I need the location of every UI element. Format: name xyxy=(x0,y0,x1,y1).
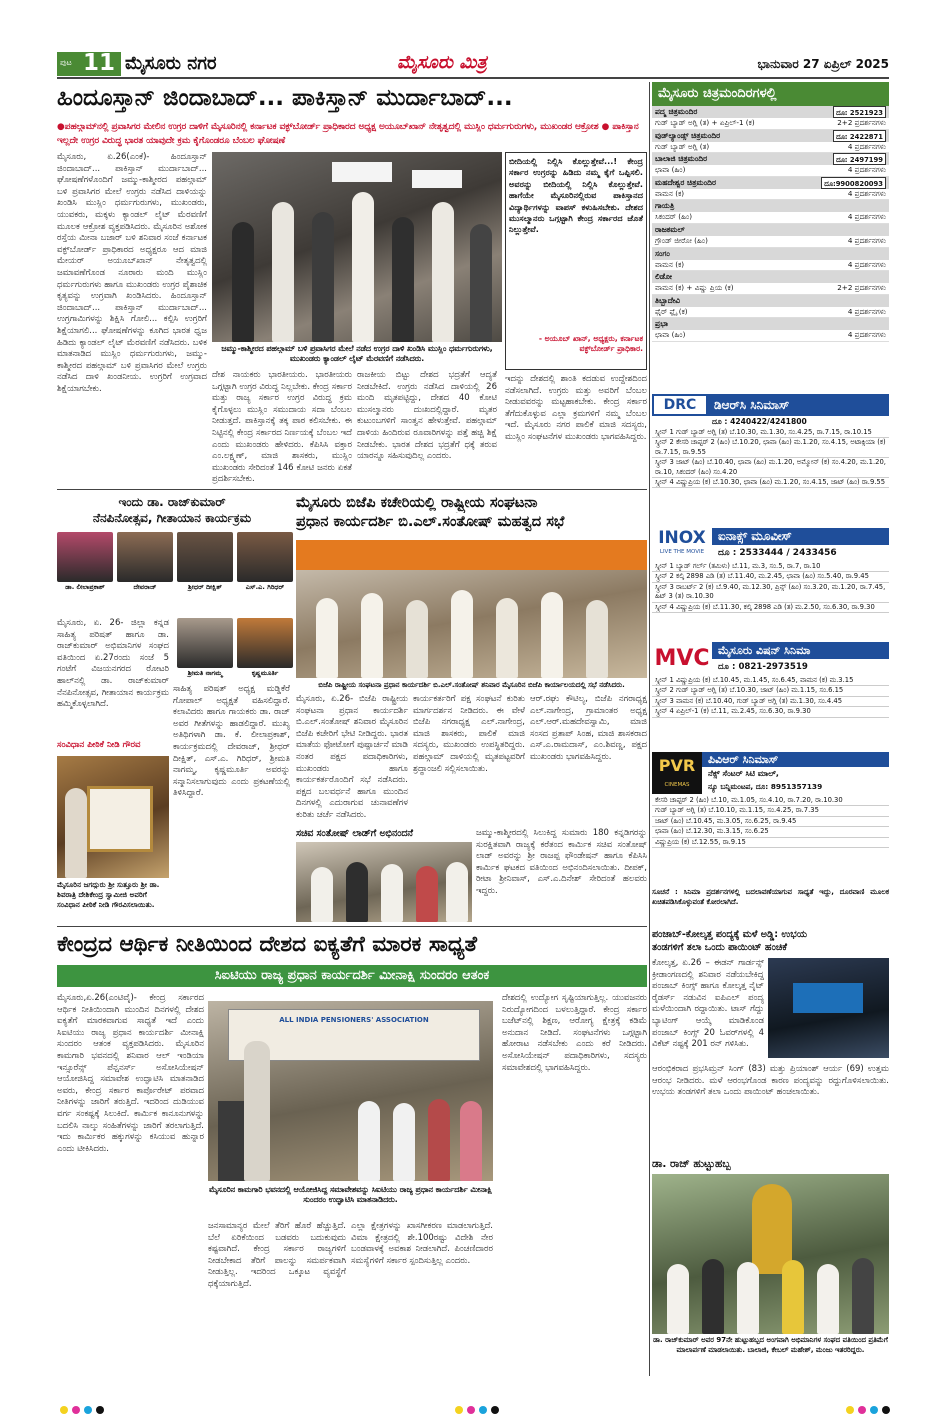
economy-body-col3: ಎಲ್ಲಾ ಕ್ಷೇತ್ರಗಳನ್ನು ಖಾಸಗೀಕರಣ ಮಾಡಲಾಗುತ್ತಿದೆ. ವಿಮಾ ಕ್ಷೇತ್ರದಲ್ಲಿ ಶೇ.100ರಷ್ಟು ವಿದೇಶಿ ನೇರ ಬಂಡವಾಳಕ್ಕೆ ಅವಕಾಶ ನೀಡಲಾಗಿದೆ. ಪಿಂಚಣಿದಾರರ ಸಮಸ್ಯೆಗಳಿಗೆ ಸರ್ಕಾರ ಸ್ಪಂದಿಸುತ್ತಿಲ್ಲ ಎಂದರು. xyxy=(351,1221,493,1266)
inox-showtimes xyxy=(652,562,889,613)
sports-photo xyxy=(768,958,889,1058)
portrait-photo xyxy=(177,532,233,582)
lead-subhead: ●ಪಹಲ್ಗಾಮ್‌ನಲ್ಲಿ ಪ್ರವಾಸಿಗರ ಮೇಲಿನ ಉಗ್ರರ ದಾಳಿಗೆ ಮೈಸೂರಿನಲ್ಲಿ ಕರ್ನಾಟಕ ವಕ್ಫ್‌ಬೋರ್ಡ್ ಪ್ರಾಧಿಕಾರದ ಅಧ್ಯಕ್ಷ ಅಯೂಬ್‌ಖಾನ್ ನೇತೃತ್ವದಲ್ಲಿ ಮುಸ್ಲಿಂ ಧರ್ಮಗುರುಗಳು, ಮುಖಂಡರ ಆಕ್ರೋಶ ● ಪಾಕಿಸ್ತಾನ ಇಲ್ಲದೇ ಉಗ್ರರ ವಿರುದ್ಧ ಭಾರತ ಯಾವುದೇ ಕ್ರಮ ಕೈಗೊಂಡರೂ ಬೆಂಬಲ ಘೋಷಣೆ xyxy=(57,122,639,146)
framed-certificate xyxy=(87,786,153,852)
drc-block xyxy=(652,394,889,528)
section-title: ಮೈಸೂರು ನಗರ xyxy=(125,53,217,74)
showtime-row xyxy=(652,189,889,201)
screen-showtime-row: ಸ್ಕ್ರೀನ್ 2 ಕಲ್ಕಿ 2898 ಎಡಿ (ತ) ಬೆ.11.40, ಮ.2.45, ಛಾವಾ (ಹಿಂ) ಸಂ.5.40, ರಾ.9.45 xyxy=(652,572,889,582)
theatre-phone: ದೂ: 2422871 xyxy=(833,130,886,142)
protester-figure xyxy=(272,202,294,342)
seated-figure xyxy=(460,1101,482,1181)
seated-figure xyxy=(451,590,473,678)
group-figure xyxy=(446,862,468,922)
raj-bday-caption: ಡಾ. ರಾಜ್‌ಕುಮಾರ್ ಅವರ 97ನೇ ಹುಟ್ಟುಹಬ್ಬದ ಅಂಗವಾಗಿ ಅಭಿಮಾನಿಗಳ ಸಂಘದ ವತಿಯಿಂದ ಪ್ರತಿಮೆಗೆ ಮಾಲಾರ್ಪಣೆ ಮಾಡಲಾಯಿತು. ಬಾಲಾಜಿ, ಕೇಬಲ್ ಮಹೇಶ್, ಮಂಜು ಇತರರಿದ್ದರು. xyxy=(653,1336,888,1354)
seated-figure xyxy=(541,592,563,678)
screen-showtime-row: ಸ್ಕ್ರೀನ್ 4 ವಿಷ್ಣುಪ್ರಿಯ (ಕ) ಬೆ.11.30, ಕಲ್ಕಿ 2898 ಎಡಿ (ತ) ಮ.2.50, ಸಂ.6.30, ರಾ.9.30 xyxy=(652,603,889,613)
theatre-name xyxy=(652,106,889,118)
group-figure xyxy=(667,1264,689,1334)
economy-subhead: ಸಿಐಟಿಯು ರಾಜ್ಯ ಪ್ರಧಾನ ಕಾರ್ಯದರ್ಶಿ ಮೀನಾಕ್ಷಿ ಸುಂದರಂ ಆತಂಕ xyxy=(57,965,647,987)
screen-showtime-row: ಸ್ಕ್ರೀನ್ 1 ವಿಷ್ಣುಪ್ರಿಯ (ಕ) ಬೆ.10.45, ಮ.1.45, ಸಂ.6.45, ವಾಮನ (ಕ) ಮ.3.15 xyxy=(652,676,889,686)
protester-figure xyxy=(432,202,454,342)
show-count: 4 ಪ್ರದರ್ಶನಗಳು xyxy=(847,259,886,269)
mvc-title: ಮೈಸೂರು ವಿಷನ್ ಸಿನಿಮಾ xyxy=(712,642,889,659)
masthead-rule xyxy=(57,77,889,79)
quote-attribution: - ಅಯೂಬ್ ಖಾನ್, ಅಧ್ಯಕ್ಷರು, ಕರ್ನಾಟಕ ವಕ್ಫ್‌ಬೋರ್ಡ್ ಪ್ರಾಧಿಕಾರ. xyxy=(538,334,643,353)
issue-date: ಭಾನುವಾರ 27 ಏಪ್ರಿಲ್ 2025 xyxy=(757,57,889,71)
registration-dot xyxy=(479,1406,487,1414)
group-figure xyxy=(346,862,368,922)
seated-figure xyxy=(496,598,518,678)
show-count: 2+2 ಪ್ರದರ್ಶನಗಳು xyxy=(837,283,886,293)
registration-dot xyxy=(60,1406,68,1414)
bjp-headline xyxy=(296,494,647,532)
show-count: 2+2 ಪ್ರದರ್ಶನಗಳು xyxy=(837,118,886,127)
lead-body-col3: ರಾಜಕೀಯ ಬಿಟ್ಟು ದೇಶದ ಭದ್ರತೆಗೆ ಆದ್ಯತೆ ನೀಡಬೇಕಿದೆ. ಉಗ್ರರು ನಡೆಸಿದ ದಾಳಿಯಲ್ಲಿ 26 ಮಂದಿ ಮೃತಪಟ್ಟಿದ್ದು, ದೇಶದ 40 ಕೋಟಿ ಮುಸಲ್ಮಾನರು ದುಃಖದಲ್ಲಿದ್ದಾರೆ. ಮೃತರ ಕುಟುಂಬಗಳಿಗೆ ಸಾಂತ್ವನ ಹೇಳುತ್ತೇವೆ. ಪಹಲ್ಗಾಮ್ ದಾಳಿಯ ಹಿಂದಿರುವ ರೂವಾರಿಗಳನ್ನು ಪತ್ತೆ ಹಚ್ಚಿ ಶಿಕ್ಷೆ ನೀಡಬೇಕು. ಭಾರತ ದೇಶದ ಭದ್ರತೆಗೆ ಧಕ್ಕೆ ತರುವ ಯಾರನ್ನೂ ಸಹಿಸುವುದಿಲ್ಲ ಎಂದರು. xyxy=(357,370,497,462)
statue xyxy=(752,1184,792,1274)
pvr-showtimes xyxy=(652,794,889,848)
group-figure xyxy=(311,867,333,922)
paper-logo: ಮೈಸೂರು ಮಿತ್ರ xyxy=(397,52,487,73)
showtime-row xyxy=(652,236,889,248)
bjp-body-col1: ಮೈಸೂರು, ಏ.26- ಬಿಜೆಪಿ ರಾಷ್ಟ್ರೀಯ ಸಂಘಟನಾ ಪ್ರಧಾನ ಕಾರ್ಯದರ್ಶಿ ಬಿ.ಎಲ್.ಸಂತೋಷ್ ಶನಿವಾರ ಮೈಸೂರಿನ ಬಿಜೆಪಿ ಕಚೇರಿಗೆ ಭೇಟಿ ನೀಡಿದ್ದರು. ಭಾರತ ಮಾತೆಯ ಫೋಟೋಗೆ ಪುಷ್ಪಾರ್ಚನೆ ಮಾಡಿ ನಂತರ ಪಕ್ಷದ ಪದಾಧಿಕಾರಿಗಳು, ಮುಖಂಡರು ಹಾಗೂ ಕಾರ್ಯಕರ್ತರೊಂದಿಗೆ ಸಭೆ ನಡೆಸಿದರು. ಪಕ್ಷದ ಬಲವರ್ಧನೆ ಹಾಗೂ ಮುಂದಿನ ದಿನಗಳಲ್ಲಿ ಎದುರಾಗುವ ಚುನಾವಣೆಗಳ ಕುರಿತು ಚರ್ಚೆ ನಡೆಸಿದರು. xyxy=(296,694,408,820)
movie-title: ಗುಡ್ ಬ್ಯಾಡ್ ಅಗ್ಲಿ (ತ) xyxy=(655,141,710,151)
theatre-name-label: ಗಾಯತ್ರಿ xyxy=(655,201,675,211)
screen-showtime-row: ಸ್ಕ್ರೀನ್ 3 ರಾಬರ್ಟ್ 2 (ಕ) ಬೆ.9.40, ಮ.12.30, ಪ್ರಿನ್ಸ್ (ಹಿಂ) ಸಂ.3.20, ಮ.1.20, ರಾ.7.45, ಹಿಟ್ 3 (ತ) ರಾ.10.30 xyxy=(652,583,889,603)
drc-showtimes xyxy=(652,428,889,488)
mvc-logo: MVC xyxy=(654,646,710,671)
seated-figure xyxy=(393,1103,415,1181)
honor-caption: ಮೈಸೂರಿನ ಜಗದ್ಗುರು ಶ್ರೀ ಸುತ್ತೂರು ಶ್ರೀ ಡಾ. ಶಿವರಾತ್ರಿ ದೇಶಿಕೇಂದ್ರ ಸ್ವಾಮೀಜಿ ಅವರಿಗೆ ಸಂವಿಧಾನ ಪೀಠಿಕೆ ನೀಡಿ ಗೌರವಿಸಲಾಯಿತು. xyxy=(57,880,160,909)
economy-body-col4: ದೇಶದಲ್ಲಿ ಉದ್ಯೋಗ ಸೃಷ್ಟಿಯಾಗುತ್ತಿಲ್ಲ. ಯುವಜನರು ನಿರುದ್ಯೋಗದಿಂದ ಬಳಲುತ್ತಿದ್ದಾರೆ. ಕೇಂದ್ರ ಸರ್ಕಾರ ಬಜೆಟ್‌ನಲ್ಲಿ ಶಿಕ್ಷಣ, ಆರೋಗ್ಯ ಕ್ಷೇತ್ರಕ್ಕೆ ಕಡಿಮೆ ಅನುದಾನ ನೀಡಿದೆ. ಸಂಘಟನೆಗಳು ಒಗ್ಗಟ್ಟಾಗಿ ಹೋರಾಟ ನಡೆಸಬೇಕು ಎಂದು ಕರೆ ನೀಡಿದರು. ಅಸೋಸಿಯೇಷನ್ ಪದಾಧಿಕಾರಿಗಳು, ಸದಸ್ಯರು ಸಮಾವೇಶದಲ್ಲಿ ಭಾಗವಹಿಸಿದ್ದರು. xyxy=(502,993,647,1073)
showtime-row xyxy=(652,260,889,272)
theatre-name xyxy=(652,318,889,330)
theatres-title: ಮೈಸೂರು ಚಿತ್ರಮಂದಿರಗಳಲ್ಲಿ xyxy=(652,82,889,106)
bjp-body-col3: ಆರ್.ರಘು ಕೌಟಿಲ್ಯ, ಬಿಜೆಪಿ ನಗರಾಧ್ಯಕ್ಷ ಎಲ್.ನಾಗೇಂದ್ರ, ಗ್ರಾಮಾಂತರ ಅಧ್ಯಕ್ಷ ಎಲ್.ಆರ್.ಮಹದೇವಸ್ವಾಮಿ, ಮಾಜಿ ಸಂಸದ ಪ್ರತಾಪ್ ಸಿಂಹ, ಮಾಜಿ ಶಾಸಕರಾದ ಎಸ್.ಎ.ರಾಮದಾಸ್, ಎಂ.ಶಿವಣ್ಣ, ಪಕ್ಷದ ಮುಖಂಡರು ಭಾಗವಹಿಸಿದ್ದರು. xyxy=(530,694,647,762)
group-figure xyxy=(782,1260,804,1334)
theatre-name xyxy=(652,200,889,212)
protester-figure xyxy=(352,192,374,342)
registration-dot xyxy=(858,1406,866,1414)
drc-phone: ದೂ : 4240422/4241800 xyxy=(712,417,807,426)
inox-logo-text: INOX xyxy=(658,528,706,548)
inox-title: ಐನಾಕ್ಸ್ ಮೂವೀಸ್ xyxy=(712,528,889,545)
theatres-panel xyxy=(652,82,889,390)
economy-top-rule xyxy=(57,926,647,927)
sports-body-col2: ಆರಂಭಿಕರಾದ ಪ್ರಭಸಿಮ್ರನ್ ಸಿಂಗ್ (83) ಮತ್ತು ಪ್ರಿಯಾಂಶ್ ಆರ್ಯ (69) ಉತ್ತಮ ಆರಂಭ ನೀಡಿದರು. ಮಳೆ ಆರಂಭಗೊಂಡ ಕಾರಣ ಪಂದ್ಯವನ್ನು ರದ್ದುಗೊಳಿಸಲಾಯಿತು. ಉಭಯ ತಂಡಗಳಿಗೆ ತಲಾ ಒಂದು ಪಾಯಿಂಟ್ ಹಂಚಲಾಯಿತು. xyxy=(652,1064,889,1098)
theatre-name-label: ಮಹದೇಶ್ವರ ಚಿತ್ರಮಂದಿರ xyxy=(655,177,717,187)
sports-headline-2: ತಂಡಗಳಿಗೆ ತಲಾ ಒಂದು ಪಾಯಿಂಟ್ ಹಂಚಿಕೆ xyxy=(652,942,787,953)
inox-block xyxy=(652,528,889,640)
theatre-name-label: ತಿಬ್ಬಾದೇವಿ xyxy=(655,295,681,305)
seated-figure xyxy=(361,593,383,678)
portrait-name: ಶ್ರೀಮತಿ ನಾಗಮ್ಮ xyxy=(187,669,223,677)
lad-title: ಸಚಿವ ಸಂತೋಷ್ ಲಾಡ್‌ಗೆ ಅಭಿನಂದನೆ xyxy=(296,828,413,839)
registration-dot xyxy=(96,1406,104,1414)
showtime-row xyxy=(652,330,889,342)
group-figure xyxy=(852,1258,874,1334)
registration-dot xyxy=(467,1406,475,1414)
theatre-name-label: ಪದ್ಮ ಚಿತ್ರಮಂದಿರ xyxy=(655,107,698,116)
registration-dot xyxy=(882,1406,890,1414)
theatre-name-label: ಲಿಡೋ xyxy=(655,272,673,282)
screen-showtime-row: ಸ್ಕ್ರೀನ್ 4 ಏಪ್ರಿಲ್-1 (ಕ) ಬೆ.11, ಮ.2.45, ಸಂ.6.30, ರಾ.9.30 xyxy=(652,707,889,717)
pvr-title: ಪಿವಿಆರ್ ಸಿನಿಮಾಸ್ xyxy=(702,752,889,767)
theatre-name xyxy=(652,130,889,142)
show-count: 4 ಪ್ರದರ್ಶನಗಳು xyxy=(847,212,886,222)
seated-figure xyxy=(428,1099,450,1181)
screen-showtime-row: ಸ್ಕ್ರೀನ್ 1 ಬ್ಯಾಡ್ ಗರ್ಲ್ (ತಮಿಳು) ಬೆ.11, ಮ.3, ಸಂ.5, ರಾ.7, ರಾ.10 xyxy=(652,562,889,572)
screen-showtime-row: ಸ್ಕ್ರೀನ್ 3 ಜಾಟ್ (ಹಿಂ) ಬೆ.10.40, ಛಾವಾ (ಹಿಂ) ಮ.1.20, ಅಮ್ಮೋನ್ (ಕ) ಸಂ.4.20, ಮ.1.20, ರಾ.10, ಸಿಕಂದರ್ (ಹಿಂ) ಸಂ.4.20 xyxy=(652,458,889,478)
seated-figure xyxy=(358,1101,380,1181)
screen-showtime-row: ಸ್ಕ್ರೀನ್ 2 ಕೇಸರಿ ಚಾಪ್ಟರ್ 2 (ಹಿಂ) ಬೆ.10.20, ಛಾವಾ (ಹಿಂ) ಮ.1.20, ಸಂ.4.15, ಅಟಾಕ್ಸಿಯಾ (ಕ) ರಾ.7.15, ರಾ.9.55 xyxy=(652,438,889,458)
screen-showtime-row: ಸ್ಕ್ರೀನ್ 3 ವಾಮನ (ಕ) ಬೆ.10.40, ಗುಡ್ ಬ್ಯಾಡ್ ಅಗ್ಲಿ (ತ) ಮ.1.30, ಸಂ.4.45 xyxy=(652,697,889,707)
movie-title: ಛಾವಾ (ಹಿಂ) xyxy=(655,165,686,175)
lead-photo-caption: ಜಮ್ಮು-ಕಾಶ್ಮೀರದ ಪಹಲ್ಗಾಮ್ ಬಳಿ ಪ್ರವಾಸಿಗರ ಮೇಲೆ ನಡೆದ ಉಗ್ರರ ದಾಳಿ ಖಂಡಿಸಿ ಮುಸ್ಲಿಂ ಧರ್ಮಗುರುಗಳು, ಮುಖಂಡರು ಕ್ಯಾಂಡಲ್ ಲೈಟ್ ಮೆರವಣಿಗೆ ನಡೆಸಿದರು. xyxy=(221,344,493,363)
screen-showtime-row: ಸ್ಕ್ರೀನ್ 1 ಗುಡ್ ಬ್ಯಾಡ್ ಅಗ್ಲಿ (ತ) ಬೆ.10.30, ಮ.1.30, ಸಂ.4.25, ರಾ.7.15, ರಾ.10.15 xyxy=(652,428,889,438)
show-count: 4 ಪ್ರದರ್ಶನಗಳು xyxy=(847,330,886,340)
raj-bday-photo xyxy=(652,1174,889,1334)
portrait xyxy=(237,532,293,592)
event-banner-text: ALL INDIA PENSIONERS' ASSOCIATION xyxy=(279,1016,429,1024)
theatre-name xyxy=(652,177,889,189)
protester-figure xyxy=(470,224,492,342)
placard xyxy=(332,162,392,182)
mvc-phone: ದೂ : 0821-2973519 xyxy=(718,662,808,672)
screen-showtime-row: ವಿಷ್ಣುಪ್ರಿಯ (ಕ) ಬೆ.12.55, ರಾ.9.15 xyxy=(652,838,889,848)
group-figure xyxy=(702,1259,724,1334)
pvr-subtitle: ನೆಕ್ಸ್ ಸೆಂಟರ್ ಸಿಟಿ ಮಾಲ್, xyxy=(708,769,779,778)
lead-bottom-rule xyxy=(57,489,647,490)
portrait-photo xyxy=(237,618,293,668)
portrait xyxy=(177,618,233,678)
screen-showtime-row: ಸ್ಕ್ರೀನ್ 2 ಗುಡ್ ಬ್ಯಾಡ್ ಅಗ್ಲಿ (ತ) ಬೆ.10.30, ಜಾಟ್ (ಹಿಂ) ಮ.1.15, ಸಂ.6.15 xyxy=(652,686,889,696)
movie-title: ಫೈರ್ ಫ್ಲೈ (ಕ) xyxy=(655,306,688,316)
registration-dot xyxy=(84,1406,92,1414)
rajkumar-body-col1: ಮೈಸೂರು, ಏ. 26- ಜಿಲ್ಲಾ ಕನ್ನಡ ಸಾಹಿತ್ಯ ಪರಿಷತ್ ಹಾಗೂ ಡಾ. ರಾಜ್‌ಕುಮಾರ್ ಅಭಿಮಾನಿಗಳ ಸಂಘದ ವತಿಯಿಂದ ಏ.27ರಂದು ಸಂಜೆ 5 ಗಂಟೆಗೆ ವಿಜಯನಗರದ ರೋಟರಿ ಹಾಲ್‌ನಲ್ಲಿ ಡಾ. ರಾಜ್‌ಕುಮಾರ್ ನೆನಪಿನೋತ್ಸವ, ಗೀತಾಯಾನ ಕಾರ್ಯಕ್ರಮ ಹಮ್ಮಿಕೊಳ್ಳಲಾಗಿದೆ. xyxy=(57,618,169,710)
portrait-name: ಎಸ್.ಎ. ಗಿರಿಧರ್ xyxy=(245,583,285,591)
group-figure xyxy=(416,866,438,922)
theatre-phone: ದೂ: 2497199 xyxy=(833,153,886,165)
bjp-photo xyxy=(296,540,647,678)
bjp-headline-2: ಪ್ರಧಾನ ಕಾರ್ಯದರ್ಶಿ ಬಿ.ಎಲ್.ಸಂತೋಷ್ ಮಹತ್ವದ ಸಭೆ xyxy=(296,514,565,530)
pvr-block xyxy=(652,752,889,846)
registration-dot xyxy=(846,1406,854,1414)
lead-photo xyxy=(212,152,502,342)
portrait-photo xyxy=(57,532,113,582)
registration-dot xyxy=(72,1406,80,1414)
economy-body-col1: ಮೈಸೂರು,ಏ.26(ಎಂಟಿವೈ)- ಕೇಂದ್ರ ಸರ್ಕಾರದ ಆರ್ಥಿಕ ನೀತಿಯಿಂದಾಗಿ ಮುಂದಿನ ದಿನಗಳಲ್ಲಿ ದೇಶದ ಐಕ್ಯತೆಗೆ ಮಾರಕವಾಗುವ ಸಾಧ್ಯತೆ ಇದೆ ಎಂದು ಸಿಐಟಿಯು ರಾಜ್ಯ ಪ್ರಧಾನ ಕಾರ್ಯದರ್ಶಿ ಮೀನಾಕ್ಷಿ ಸುಂದರಂ ಆತಂಕ ವ್ಯಕ್ತಪಡಿಸಿದರು. ಮೈಸೂರಿನ ಕಾಮಗಾರಿ ಭವನದಲ್ಲಿ ಶನಿವಾರ ಆಲ್ ಇಂಡಿಯಾ ಇನ್ಸೂರೆನ್ಸ್ ಪೆನ್ಷನರ್ಸ್ ಅಸೋಸಿಯೇಷನ್ ಆಯೋಜಿಸಿದ್ದ ಸಮಾವೇಶ ಉದ್ಘಾಟಿಸಿ ಮಾತನಾಡಿದ ಅವರು, ಕೇಂದ್ರ ಸರ್ಕಾರ ಕಾರ್ಪೊರೇಟ್ ಪರವಾದ ನೀತಿಗಳನ್ನು ಜಾರಿಗೆ ತರುತ್ತಿದೆ. ಇದರಿಂದ ದುಡಿಯುವ ವರ್ಗ ಸಂಕಷ್ಟಕ್ಕೆ ಸಿಲುಕಿದೆ. ಕಾರ್ಮಿಕ ಕಾನೂನುಗಳನ್ನು ಬದಲಿಸಿ ನಾಲ್ಕು ಸಂಹಿತೆಗಳನ್ನು ಜಾರಿಗೆ ತರಲಾಗುತ್ತಿದೆ. ಇದು ಕಾರ್ಮಿಕರ ಹಕ್ಕುಗಳನ್ನು ಕಸಿಯುವ ಹುನ್ನಾರ ಎಂದು ಟೀಕಿಸಿದರು. xyxy=(57,993,204,1154)
screen-showtime-row: ಜಾಟ್ (ಹಿಂ) ಬೆ.10.45, ಮ.3.05, ಸಂ.6.25, ರಾ.9.45 xyxy=(652,817,889,827)
raj-bday-title: ಡಾ. ರಾಜ್ ಹುಟ್ಟುಹಬ್ಬ xyxy=(652,1158,731,1170)
screen-showtime-row: ಛಾವಾ (ಹಿಂ) ಬೆ.12.30, ಮ.3.15, ಸಂ.6.25 xyxy=(652,827,889,837)
mvc-showtimes xyxy=(652,676,889,718)
movie-title: ವಾಮನ (ಕ) xyxy=(655,259,685,269)
portrait-photo xyxy=(237,532,293,582)
registration-dot xyxy=(491,1406,499,1414)
lead-body-col2: ದೇಶ ನಾಯಕರು ಭಾರತೀಯರು. ಭಾರತೀಯರು ಒಗ್ಗಟ್ಟಾಗಿ ಉಗ್ರರ ವಿರುದ್ಧ ನಿಲ್ಲಬೇಕು. ಕೇಂದ್ರ ಸರ್ಕಾರ ಮತ್ತು ರಾಜ್ಯ ಸರ್ಕಾರ ಉಗ್ರರ ವಿರುದ್ಧ ಕ್ರಮ ಕೈಗೊಳ್ಳಲು ಮುಸ್ಲಿಂ ಸಮುದಾಯ ಸದಾ ಬೆಂಬಲ ನೀಡುತ್ತದೆ. ಪಾಕಿಸ್ತಾನಕ್ಕೆ ತಕ್ಕ ಪಾಠ ಕಲಿಸಬೇಕು. ಈ ನಿಟ್ಟಿನಲ್ಲಿ ಕೇಂದ್ರ ಸರ್ಕಾರದ ನಿರ್ಣಯಕ್ಕೆ ಬೆಂಬಲ ಇದೆ ಎಂದು ಮುಖಂಡರು ಹೇಳಿದರು. ಕೆಪಿಸಿಸಿ ವಕ್ತಾರ ಎಂ.ಲಕ್ಷ್ಮಣ್, ಮಾಜಿ ಶಾಸಕರು, ಮುಸ್ಲಿಂ ಮುಖಂಡರು ಸೇರಿದಂತೆ 146 ಕೋಟಿ ಜನರು ಏಕತೆ ಪ್ರದರ್ಶಿಸಬೇಕು. xyxy=(212,370,352,485)
page-label: ಪುಟ xyxy=(60,58,72,67)
lad-photo xyxy=(296,842,472,922)
protester-figure xyxy=(232,222,254,342)
movie-title: ವಾಮನ (ಕ) xyxy=(655,188,685,198)
bjp-headline-1: ಮೈಸೂರು ಬಿಜೆಪಿ ಕಚೇರಿಯಲ್ಲಿ ರಾಷ್ಟ್ರೀಯ ಸಂಘಟನಾ xyxy=(296,495,538,511)
rajkumar-headline xyxy=(57,494,287,526)
showtime-row xyxy=(652,118,889,130)
page-number: 11 xyxy=(83,50,116,76)
theatre-name xyxy=(652,271,889,283)
movie-title: ವಾಮನ (ಕ) + ವಿಷ್ಣು ಪ್ರಿಯ (ಕ) xyxy=(655,283,734,293)
portrait-photo xyxy=(117,532,173,582)
registration-dot xyxy=(870,1406,878,1414)
pvr-logo-text: PVR xyxy=(658,756,696,775)
person-figure xyxy=(65,788,87,878)
movie-title: ಗ್ರೌಂಡ್ ಜೀರೋ (ಹಿಂ) xyxy=(655,235,708,245)
theatre-name-label: ರಾಜಕಮಲ್ xyxy=(655,224,685,234)
theatre-name-label: ವುಡ್‌ಲ್ಯಾಂಡ್ಸ್ ಚಿತ್ರಮಂದಿರ xyxy=(655,130,721,140)
lead-headline: ಹಿಂದೂಸ್ತಾನ್ ಜಿಂದಾಬಾದ್... ಪಾಕಿಸ್ತಾನ್ ಮುರ್ದಾಬಾದ್... xyxy=(57,85,513,111)
honor-title: ಸಂವಿಧಾನ ಪೀಠಿಕೆ ನೀಡಿ ಗೌರವ xyxy=(57,740,141,750)
portrait xyxy=(237,618,293,678)
economy-body-col2: ಜನಸಾಮಾನ್ಯರ ಮೇಲೆ ತೆರಿಗೆ ಹೊರೆ ಹೆಚ್ಚುತ್ತಿದೆ. ಬೆಲೆ ಏರಿಕೆಯಿಂದ ಬಡವರು ಬದುಕುವುದು ಕಷ್ಟವಾಗಿದೆ. ಕೇಂದ್ರ ಸರ್ಕಾರ ರಾಜ್ಯಗಳಿಗೆ ನೀಡಬೇಕಾದ ತೆರಿಗೆ ಪಾಲನ್ನು ಸಮರ್ಪಕವಾಗಿ ನೀಡುತ್ತಿಲ್ಲ. ಇದರಿಂದ ಒಕ್ಕೂಟ ವ್ಯವಸ್ಥೆಗೆ ಧಕ್ಕೆಯಾಗುತ್ತಿದೆ. xyxy=(208,1221,346,1289)
speaker-figure xyxy=(244,1041,270,1181)
drc-logo: DRC xyxy=(652,394,708,416)
portrait-photo xyxy=(177,618,233,668)
portrait-name: ಕೃಷ್ಣಮೂರ್ತಿ xyxy=(251,669,279,677)
economy-headline: ಕೇಂದ್ರದ ಆರ್ಥಿಕ ನೀತಿಯಿಂದ ದೇಶದ ಐಕ್ಯತೆಗೆ ಮಾರಕ ಸಾಧ್ಯತೆ xyxy=(57,932,477,957)
screen-showtime-row: ಸ್ಕ್ರೀನ್ 4 ವಿಷ್ಣುಪ್ರಿಯ (ಕ) ಬೆ.10.30, ಛಾವಾ (ಹಿಂ) ಮ.1.20, ಸಂ.4.15, ಜಾಟ್ (ಹಿಂ) ರಾ.9.55 xyxy=(652,478,889,488)
seated-figure xyxy=(316,598,338,678)
sports-body-col1: ಕೋಲ್ಕತ್ತ, ಏ.26 – ಈಡನ್ ಗಾರ್ಡನ್ಸ್ ಕ್ರೀಡಾಂಗಣದಲ್ಲಿ ಶನಿವಾರ ನಡೆಯಬೇಕಿದ್ದ ಪಂಜಾಬ್ ಕಿಂಗ್ಸ್ ಹಾಗೂ ಕೋಲ್ಕತ್ತ ನೈಟ್ ರೈಡರ್ಸ್ ನಡುವಿನ ಐಪಿಎಲ್ ಪಂದ್ಯ ಮಳೆಯಿಂದಾಗಿ ರದ್ದಾಯಿತು. ಟಾಸ್ ಗೆದ್ದು ಬ್ಯಾಟಿಂಗ್ ಆಯ್ಕೆ ಮಾಡಿಕೊಂಡ ಪಂಜಾಬ್ ಕಿಂಗ್ಸ್ 20 ಓವರ್‌ಗಳಲ್ಲಿ 4 ವಿಕೆಟ್ ನಷ್ಟಕ್ಕೆ 201 ರನ್ ಗಳಿಸಿತು. xyxy=(652,958,764,1050)
group-figure xyxy=(381,864,403,922)
theatre-name xyxy=(652,153,889,165)
drc-title: ಡಿಆರ್‌ಸಿ ಸಿನಿಮಾಸ್ xyxy=(708,394,889,416)
showtime-row xyxy=(652,283,889,295)
pvr-phone: ನ್ಯೂ ಬನ್ನಿಮಂಟಪ, ದೂ: 8951357139 xyxy=(708,782,823,791)
movie-title: ಸಿಕಂದರ್ (ಹಿಂ) xyxy=(655,212,693,222)
mvc-block xyxy=(652,642,889,752)
portrait-name: ದೇವರಾಜ್ xyxy=(133,583,157,591)
portrait-name: ಡಾ. ಲೀಲಾಪ್ರಕಾಶ್ xyxy=(65,583,105,591)
quote-text: ಬೀದಿಯಲ್ಲಿ ನಿಲ್ಲಿಸಿ ಕೊಲ್ಲುತ್ತೇವೆ...! ಕೇಂದ್ರ ಸರ್ಕಾರ ಉಗ್ರರನ್ನು ಹಿಡಿದು ನಮ್ಮ ಕೈಗೆ ಒಪ್ಪಿಸಲಿ. ಅವರನ್ನು ಬೀದಿಯಲ್ಲಿ ನಿಲ್ಲಿಸಿ ಕೊಲ್ಲುತ್ತೇವೆ. ಹಾಗೆಯೇ ಮೈಸೂರಿನಲ್ಲಿರುವ ಪಾಕಿಸ್ತಾನದ ವಿದ್ಯಾರ್ಥಿಗಳನ್ನು ವಾಪಸ್ ಕಳುಹಿಸಬೇಕು. ದೇಶದ ಮುಸಲ್ಮಾನರು ಒಗ್ಗಟ್ಟಾಗಿ ಕೇಂದ್ರ ಸರ್ಕಾರದ ಜೊತೆ ನಿಲ್ಲುತ್ತೇವೆ. xyxy=(509,156,643,235)
theatre-name-label: ಪ್ರಭಾ xyxy=(655,319,669,329)
sports-headline xyxy=(652,928,889,954)
inox-logo-sub: LIVE THE MOVIE xyxy=(659,549,705,555)
masthead xyxy=(57,52,889,76)
group-figure xyxy=(817,1264,839,1334)
economy-photo-caption: ಮೈಸೂರಿನ ಕಾಮಗಾರಿ ಭವನದಲ್ಲಿ ಆಯೋಜಿಸಿದ್ದ ಸಮಾವೇಶವನ್ನು ಸಿಐಟಿಯು ರಾಜ್ಯ ಪ್ರಧಾನ ಕಾರ್ಯದರ್ಶಿ ಮೀನಾಕ್ಷಿ ಸುಂದರಂ ಉದ್ಘಾಟಿಸಿ ಮಾತನಾಡಿದರು. xyxy=(208,1185,493,1204)
banner-backdrop xyxy=(296,540,647,570)
registration-dot xyxy=(455,1406,463,1414)
bjp-body-col2: ಕಾರ್ಯಕರ್ತರಿಗೆ ಪಕ್ಷ ಸಂಘಟನೆ ಕುರಿತು ಮಾರ್ಗದರ್ಶನ ನೀಡಿದರು. ಈ ವೇಳೆ ಬಿಜೆಪಿ ನಗರಾಧ್ಯಕ್ಷ ಎಲ್.ನಾಗೇಂದ್ರ, ಮಾಜಿ ಶಾಸಕರು, ಪಾಲಿಕೆ ಮಾಜಿ ಸದಸ್ಯರು, ಮುಖಂಡರು ಉಪಸ್ಥಿತರಿದ್ದರು. ಪಹಲ್ಗಾಮ್ ದಾಳಿಯಲ್ಲಿ ಮೃತಪಟ್ಟವರಿಗೆ ಶ್ರದ್ಧಾಂಜಲಿ ಸಲ್ಲಿಸಲಾಯಿತು. xyxy=(413,694,525,774)
showtime-row xyxy=(652,307,889,319)
showtime-row xyxy=(652,142,889,154)
theatre-name xyxy=(652,224,889,236)
rajkumar-headline-2: ನೆನಪಿನೋತ್ಸವ, ಗೀತಾಯಾನ ಕಾರ್ಯಕ್ರಮ xyxy=(92,511,252,525)
movie-title: ಛಾವಾ (ಹಿಂ) xyxy=(655,330,686,340)
seated-figure xyxy=(586,600,608,678)
bjp-photo-caption: ಬಿಜೆಪಿ ರಾಷ್ಟ್ರೀಯ ಸಂಘಟನಾ ಪ್ರಧಾನ ಕಾರ್ಯದರ್ಶಿ ಬಿ.ಎಲ್.ಸಂತೋಷ್ ಶನಿವಾರ ಮೈಸೂರಿನ ಬಿಜೆಪಿ ಕಾರ್ಯಾಲಯದಲ್ಲಿ ಸಭೆ ನಡೆಸಿದರು. xyxy=(318,681,625,689)
show-count: 4 ಪ್ರದರ್ಶನಗಳು xyxy=(847,165,886,175)
screen-showtime-row: ಕೇಸರಿ ಚಾಪ್ಟರ್ 2 (ಹಿಂ) ಬೆ.10, ಮ.1.05, ಸಂ.4.10, ರಾ.7.20, ರಾ.10.30 xyxy=(652,796,889,806)
rajkumar-body-col2: ಸಾಹಿತ್ಯ ಪರಿಷತ್ ಅಧ್ಯಕ್ಷ ಮಡ್ಡಿಕೆರೆ ಗೋಪಾಲ್ ಅಧ್ಯಕ್ಷತೆ ವಹಿಸಲಿದ್ದಾರೆ. ಕಲಾವಿದರು ಹಾಗೂ ಗಾಯಕರು ಡಾ. ರಾಜ್ ಅವರ ಗೀತೆಗಳನ್ನು ಹಾಡಲಿದ್ದಾರೆ. ಮುಖ್ಯ ಅತಿಥಿಗಳಾಗಿ ಡಾ. ಕೆ. ಲೀಲಾಪ್ರಕಾಶ್, ಕಾರ್ಯಕ್ರಮದಲ್ಲಿ ದೇವರಾಜ್, ಶ್ರೀಧರ್ ದೀಕ್ಷಿತ್, ಎಸ್.ಎ. ಗಿರಿಧರ್, ಶ್ರೀಮತಿ ನಾಗಮ್ಮ, ಕೃಷ್ಣಮೂರ್ತಿ ಅವರನ್ನು ಸನ್ಮಾನಿಸಲಾಗುವುದು ಎಂದು ಪ್ರಕಟಣೆಯಲ್ಲಿ ತಿಳಿಸಿದ್ದಾರೆ. xyxy=(173,684,290,799)
show-count: 4 ಪ್ರದರ್ಶನಗಳು xyxy=(847,235,886,245)
protester-figure xyxy=(312,212,334,342)
movie-title: ಗುಡ್ ಬ್ಯಾಡ್ ಅಗ್ಲಿ (ತ) + ಏಪ್ರಿಲ್-1 (ಕ) xyxy=(655,118,755,127)
showtime-row xyxy=(652,212,889,224)
show-count: 4 ಪ್ರದರ್ಶನಗಳು xyxy=(847,141,886,151)
seated-figure xyxy=(406,600,428,678)
lead-quote-box xyxy=(505,152,647,370)
show-count: 4 ಪ್ರದರ್ಶನಗಳು xyxy=(847,306,886,316)
lead-body-col1: ಮೈಸೂರು, ಏ.26(ಎಂಕೆ)- ಹಿಂದೂಸ್ತಾನ್ ಜಿಂದಾಬಾದ್... ಪಾಕಿಸ್ತಾನ್ ಮುರ್ದಾಬಾದ್... ಘೋಷಣೆಗಳೊಂದಿಗೆ ಜಮ್ಮು-ಕಾಶ್ಮೀರದ ಪಹಲ್ಗಾಮ್ ಬಳಿ ಪ್ರವಾಸಿಗರ ಮೇಲೆ ಉಗ್ರರು ನಡೆಸಿದ ದಾಳಿಯನ್ನು ಖಂಡಿಸಿ ಮುಸ್ಲಿಂ ಧರ್ಮಗುರುಗಳು, ಮುಖಂಡರು, ಯುವಕರು, ಮಕ್ಕಳು ಕ್ಯಾಂಡಲ್ ಲೈಟ್ ಮೆರವಣಿಗೆ ಮೂಲಕ ಆಕ್ರೋಶ ವ್ಯಕ್ತಪಡಿಸಿದರು. ಮೈಸೂರಿನ ಅಶೋಕ ರಸ್ತೆಯ ಮೀನಾ ಬಜಾರ್ ಬಳಿ ಶನಿವಾರ ಸಂಜೆ ಕರ್ನಾಟಕ ವಕ್ಫ್‌ಬೋರ್ಡ್ ಪ್ರಾಧಿಕಾರದ ಅಧ್ಯಕ್ಷರೂ ಆದ ಮಾಜಿ ಮೇಯರ್ ಅಯೂಬ್‌ಖಾನ್ ನೇತೃತ್ವದಲ್ಲಿ ಜಮಾವಣೆಗೊಂಡ ನೂರಾರು ಮಂದಿ ಮುಸ್ಲಿಂ ಧರ್ಮಗುರುಗಳು ಹಾಗೂ ಮುಖಂಡರು ಉಗ್ರರ ಪೈಶಾಚಿಕ ಕೃತ್ಯವನ್ನು ಉಗ್ರವಾಗಿ ಖಂಡಿಸಿದರು. ಹಿಂದೂಸ್ತಾನ್ ಜಿಂದಾಬಾದ್... ಪಾಕಿಸ್ತಾನ್ ಮುರ್ದಾಬಾದ್... ಉಗ್ರಗಾಮಿಗಳನ್ನು ಶಿಕ್ಷಿಸಿ ಗೋಲಿ... ಕಲ್ಪಿಸಿ ಉಗ್ರರಿಗೆ ಶಿಕ್ಷೆಯಾಗಲಿ... ಘೋಷಣೆಗಳನ್ನು ಕೂಗಿದ ಭಾರತ ಧ್ವಜ ಹಿಡಿದು ಕ್ಯಾಂಡಲ್ ಲೈಟ್ ಮೆರವಣಿಗೆ ನಡೆಸಿದರು. ಬಳಿಕ ಮಾತನಾಡಿದ ಮುಸ್ಲಿಂ ಧರ್ಮಗುರುಗಳು, ಜಮ್ಮು-ಕಾಶ್ಮೀರದ ಪಹಲ್ಗಾಮ್ ಬಳಿ ಪ್ರವಾಸಿಗರ ಮೇಲೆ ಉಗ್ರರು ನಡೆಸಿದ ದಾಳಿ ಖಂಡನೀಯ. ಉಗ್ರರಿಗೆ ಉಗ್ರವಾದ ಶಿಕ್ಷೆಯಾಗಬೇಕು. xyxy=(57,152,207,394)
showtime-row xyxy=(652,165,889,177)
portrait xyxy=(57,532,113,592)
theatre-listing xyxy=(652,106,889,342)
theatre-notice: ಸೂಚನೆ : ಸಿನಿಮಾ ಪ್ರದರ್ಶನಗಳಲ್ಲಿ ಬದಲಾವಣೆಯಾಗುವ ಸಾಧ್ಯತೆ ಇದ್ದು, ದೂರವಾಣಿ ಮೂಲಕ ಖಚಿತಪಡಿಸಿಕೊಳ್ಳುವಂತೆ ಕೋರಲಾಗಿದೆ. xyxy=(652,888,889,906)
inox-logo xyxy=(652,528,712,562)
placard xyxy=(412,170,462,188)
rajkumar-headline-1: ಇಂದು ಡಾ. ರಾಜ್‌ಕುಮಾರ್ xyxy=(118,495,226,509)
inox-phone: ದೂ : 2533444 / 2433456 xyxy=(718,548,837,558)
page-number-box xyxy=(57,52,121,76)
portrait xyxy=(177,532,233,592)
column-rule xyxy=(649,82,650,1376)
group-figure xyxy=(737,1262,759,1334)
protester-figure xyxy=(392,217,414,342)
theatre-name-label: ಬಾಲಾಜಿ ಚಿತ್ರಮಂದಿರ xyxy=(655,154,708,164)
economy-photo xyxy=(208,1001,493,1181)
show-count: 4 ಪ್ರದರ್ಶನಗಳು xyxy=(847,188,886,198)
honor-photo xyxy=(57,756,169,878)
screen-showtime-row: ಗುಡ್ ಬ್ಯಾಡ್ ಅಗ್ಲಿ (ತ) ಬೆ.10.10, ಮ.1.15, ಸಂ.4.25, ರಾ.7.35 xyxy=(652,806,889,816)
theatre-name-label: ಸಂಗಂ xyxy=(655,248,670,258)
theatre-name xyxy=(652,295,889,307)
lad-body: ಜಮ್ಮು-ಕಾಶ್ಮೀರದಲ್ಲಿ ಸಿಲುಕಿದ್ದ ಸುಮಾರು 180 ಕನ್ನಡಿಗರನ್ನು ಸುರಕ್ಷಿತವಾಗಿ ರಾಜ್ಯಕ್ಕೆ ಕರೆತಂದ ಕಾರ್ಮಿಕ ಸಚಿವ ಸಂತೋಷ್ ಲಾಡ್ ಅವರನ್ನು ಶ್ರೀ ರಾಜಪ್ಪ ಫೌಂಡೇಷನ್ ಹಾಗೂ ಕೆಪಿಸಿಸಿ ಕಾರ್ಮಿಕ ಘಟಕದ ವತಿಯಿಂದ ಅಭಿನಂದಿಸಲಾಯಿತು. ದೀಪಕ್, ರೀಟಾ ಶ್ರೀನಿವಾಸ್, ಎಸ್.ಎ.ದಿನೇಶ್ ಸೇರಿದಂತೆ ಹಲವರು ಇದ್ದರು. xyxy=(476,828,647,896)
sports-headline-1: ಪಂಜಾಬ್-ಕೋಲ್ಕತ್ತ ಪಂದ್ಯಕ್ಕೆ ಮಳೆ ಅಡ್ಡಿ: ಉಭಯ xyxy=(652,929,808,940)
portrait-name: ಶ್ರೀಧರ್ ದೀಕ್ಷಿತ್ xyxy=(188,583,222,591)
theatre-name xyxy=(652,248,889,260)
scoreboard xyxy=(793,983,863,1013)
pvr-logo xyxy=(652,752,702,794)
theatre-phone: ದೂ:9900820093 xyxy=(821,177,886,189)
portrait xyxy=(117,532,173,592)
lead-body-col4: ಇದನ್ನು ದೇಶದಲ್ಲಿ ಶಾಂತಿ ಕದಡುವ ಉದ್ದೇಶದಿಂದ ನಡೆಸಲಾಗಿದೆ. ಉಗ್ರರು ಮತ್ತು ಅವರಿಗೆ ಬೆಂಬಲ ನೀಡುವವರನ್ನು ಮಟ್ಟಹಾಕಬೇಕು. ಕೇಂದ್ರ ಸರ್ಕಾರ ತೆಗೆದುಕೊಳ್ಳುವ ಎಲ್ಲಾ ಕ್ರಮಗಳಿಗೆ ನಮ್ಮ ಬೆಂಬಲ ಇದೆ. ಮೈಸೂರು ನಗರ ಪಾಲಿಕೆ ಮಾಜಿ ಸದಸ್ಯರು, ಮುಸ್ಲಿಂ ಸಂಘಟನೆಗಳ ಮುಖಂಡರು ಭಾಗವಹಿಸಿದ್ದರು. xyxy=(505,374,647,442)
pvr-logo-sub: CINEMAS xyxy=(664,782,690,788)
theatre-phone: ದೂ: 2521923 xyxy=(833,106,886,118)
